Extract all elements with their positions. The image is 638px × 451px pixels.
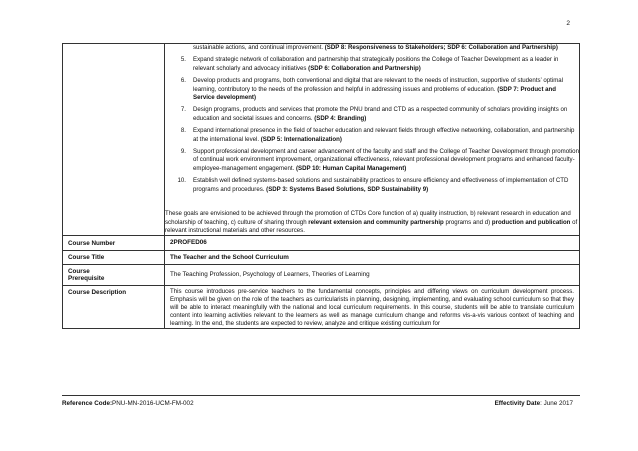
page-number: 2 [566, 20, 570, 27]
goal-item: 8. Expand international presence in the field of teacher education and relevant fields through effective networking, collaboration, and partnership at the international level. (SDP 5: Internationalization) [180, 127, 575, 143]
footer-divider [62, 395, 580, 396]
goal-item: 6. Develop products and programs, both conventional and digital that are relevant to the needs of instruction, supportive of students’ optimal learning, contributory to the needs of the profession and helpful in addressing issues and problems of education. (SDP 7: Product and Service development) [180, 77, 564, 102]
course-number-label: Course Number [63, 236, 165, 250]
course-description-value: This course introduces pre-service teachers to the fundamental concepts, principles and differing views on curriculum development process. Emphasis will be given on the role of the teachers as curricularists in planning, designing, implementing, and evaluating school curriculum so that they will be able to interact meaningfully with the national and local curriculum requirements. In this course, students will be able to translate curriculum content into learning activities relevant to the learners as well as manage curriculum change and reforms vis-a-vis various context of teaching and learning. In the end, the students are expected to review, analyze and critique existing curriculum for [165, 286, 580, 329]
course-prerequisite-value: The Teaching Profession, Psychology of Learners, Theories of Learning [165, 265, 580, 286]
course-number-value: 2PROFED06 [165, 236, 580, 250]
goal-continuation: sustainable actions, and continual improvement. (SDP 8: Responsiveness to Stakeholders; SDP 6: Collaboration and Partnership) [193, 44, 558, 51]
course-number-row [63, 236, 580, 250]
reference-code: Reference Code:PNU-MN-2016-UCM-FM-002 [62, 400, 194, 407]
course-description-row [63, 286, 580, 329]
course-prerequisite-label: Course Prerequisite [63, 265, 165, 286]
effectivity-date: Effectivity Date: June 2017 [494, 400, 573, 407]
goals-row [63, 44, 580, 236]
course-title-label: Course Title [63, 250, 165, 264]
course-title-value: The Teacher and the School Curriculum [165, 250, 580, 264]
goal-item: 9. Support professional development and career advancement of the faculty and staff and the College of Teacher Development through promotion of continual work environment improvement, organizational effectiveness, relevant professional development programs and enhanced faculty-employee-management engagement. (SDP 10: Human Capital Management) [180, 148, 579, 172]
goals-list [165, 56, 579, 194]
goals-summary: These goals are envisioned to be achieved through the promotion of CTDs Core function of a) quality instruction, b) relevant research in education and scholarship of teaching, c) culture of sharing through relevant extension and community partnership programs and d) production and publication of relevant instructional materials and other resources. [165, 210, 578, 234]
goal-item: 5. Expand strategic network of collaboration and partnership that strategically positions the College of Teacher Development as a leader in relevant scholarly and advocacy initiatives (SDP 6: Collaboration and Partnership) [180, 56, 559, 72]
course-prerequisite-row [63, 265, 580, 286]
goals-cell [165, 44, 580, 236]
goal-item: 10. Establish well defined systems-based solutions and sustainability practices to ensure efficiency and effectiveness of implementation of CTD programs and procedures. (SDP 3: Systems Based Solutions, SDP Sustainability 9) [177, 177, 569, 193]
course-syllabus-table [62, 43, 580, 329]
course-title-row [63, 250, 580, 264]
goal-item: 7. Design programs, products and services that promote the PNU brand and CTD as a respected community of scholars providing insights on education and societal issues and concerns. (SDP 4: Branding) [180, 106, 568, 122]
course-description-label: Course Description [63, 286, 165, 329]
goals-left-cell [63, 44, 165, 236]
